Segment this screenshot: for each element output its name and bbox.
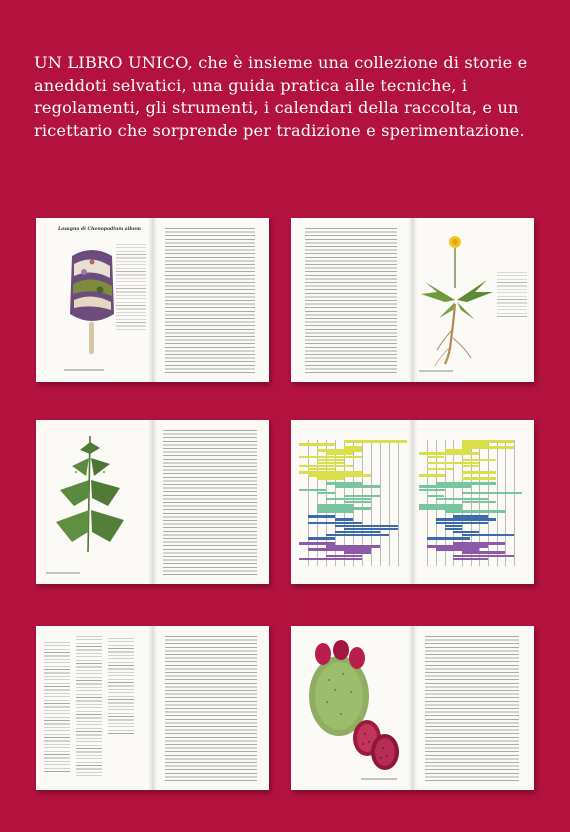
lasagna-illustration [62, 244, 122, 356]
calendar-bar [419, 489, 445, 492]
spread-fold [148, 218, 158, 382]
recipe-text [165, 228, 255, 374]
prickly-pear-illustration [299, 640, 405, 772]
page-left [36, 218, 153, 382]
nettle-illustration [46, 432, 130, 556]
month-gridline [514, 440, 515, 566]
headline [34, 52, 554, 142]
body-text [305, 228, 397, 374]
calendar-bar [462, 465, 479, 468]
spread-fold [148, 420, 158, 584]
plant-caption [46, 572, 80, 574]
month-gridline [308, 440, 309, 566]
plant-caption [419, 370, 453, 372]
page-right [153, 626, 270, 790]
photo-caption [64, 369, 104, 371]
spread-fold [408, 626, 418, 790]
calendar-bar [462, 471, 497, 474]
page-right [413, 420, 535, 584]
calendar-bar [427, 537, 470, 540]
body-text [165, 636, 257, 782]
column-1 [44, 642, 70, 772]
spread-lasagna [36, 218, 269, 382]
page-left [36, 626, 153, 790]
page-left [36, 420, 153, 584]
page-right [413, 218, 535, 382]
recipe-title: Lasagna di Chenopodium album [58, 227, 141, 232]
body-text [425, 636, 519, 782]
calendar-bar [317, 477, 344, 480]
calendar-bar [462, 477, 497, 480]
month-gridline [398, 440, 399, 566]
month-gridline [497, 440, 498, 566]
page-left [291, 420, 413, 584]
calendar-bar [462, 501, 497, 504]
plant-notes [497, 272, 527, 318]
month-gridline [505, 440, 506, 566]
page-right [153, 218, 270, 382]
page-right [413, 626, 535, 790]
calendar-bar [317, 492, 335, 495]
calendar-bar [427, 456, 444, 459]
calendar-chart-right [419, 440, 523, 566]
page-right [153, 420, 270, 584]
month-gridline [380, 440, 381, 566]
spread-dandelion [291, 218, 534, 382]
plant-caption [361, 778, 397, 780]
body-text [163, 430, 257, 576]
calendar-bar [317, 510, 353, 513]
spread-text-columns [36, 626, 269, 790]
calendar-bar [419, 474, 445, 477]
calendar-bar [326, 534, 389, 537]
calendar-bar [453, 558, 488, 561]
page-left [291, 626, 413, 790]
calendar-bar [308, 537, 335, 540]
spread-nettle [36, 420, 269, 584]
calendar-chart-left [299, 440, 407, 566]
calendar-bar [445, 510, 506, 513]
spread-prickly-pear [291, 626, 534, 790]
calendar-bar [299, 558, 362, 561]
spread-fold [408, 420, 418, 584]
column-3 [108, 638, 134, 734]
column-2 [76, 636, 102, 776]
ingredient-column [116, 244, 146, 332]
month-gridline [389, 440, 390, 566]
calendar-bar [427, 468, 453, 471]
headline-text: , che è insieme una collezione di storie e aneddoti selvatici, una guida pratica alle tecniche, i regolamenti, gli strumenti, i calendari della raccolta, e un ricettario che sorprende per tradizione e sperimentazione. [34, 53, 528, 140]
calendar-bar [344, 440, 407, 443]
calendar-bar [462, 492, 523, 495]
dandelion-illustration [415, 230, 497, 370]
headline-lead: UN LIBRO UNICO [34, 53, 188, 72]
spread-calendar [291, 420, 534, 584]
calendar-bar [308, 515, 335, 518]
spread-fold [408, 218, 418, 382]
calendar-bar [299, 443, 335, 446]
spread-fold [148, 626, 158, 790]
page-left [291, 218, 413, 382]
calendar-bar [335, 485, 380, 488]
